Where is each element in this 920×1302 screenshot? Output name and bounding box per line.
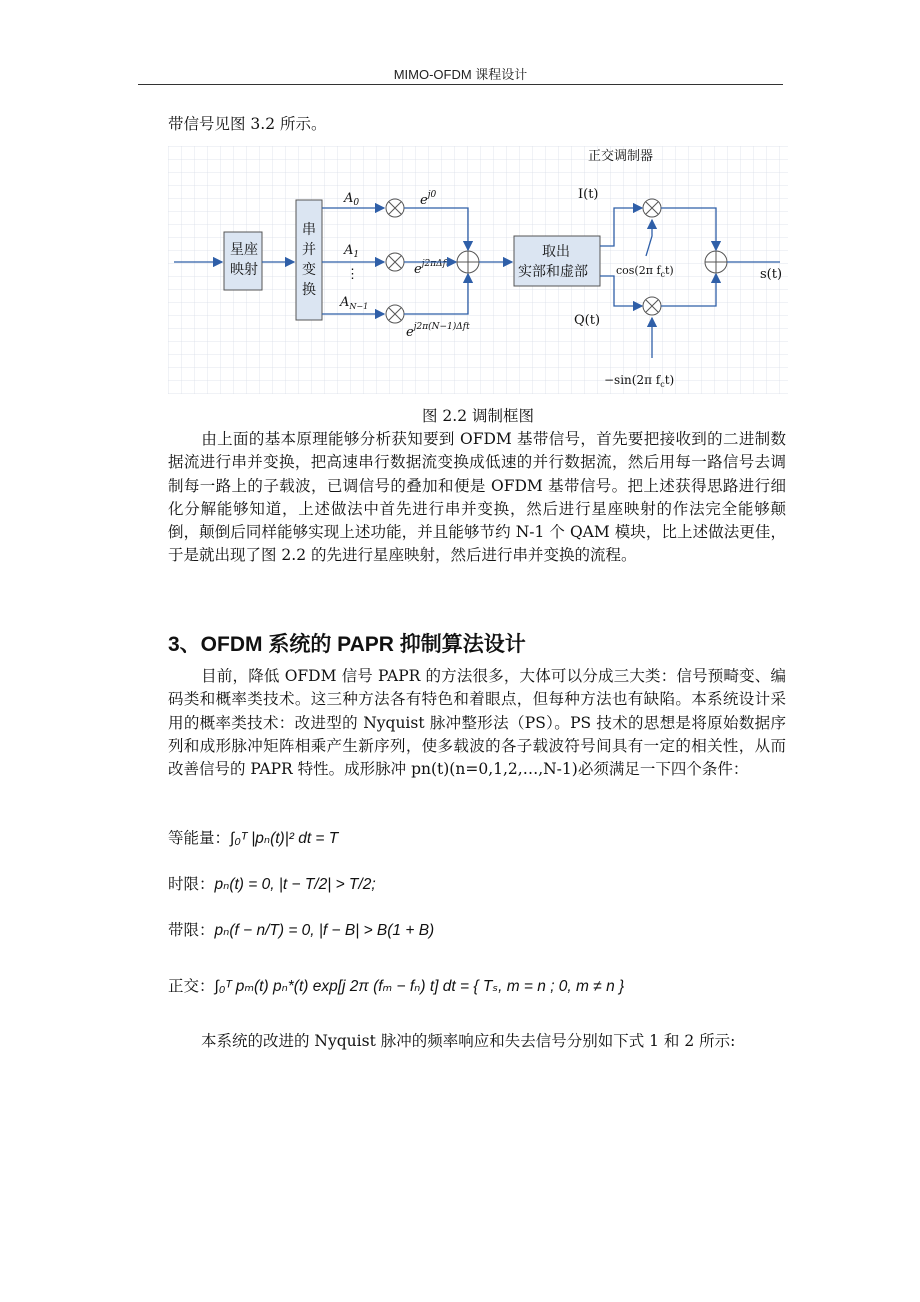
section-title: 3、OFDM 系统的 PAPR 抑制算法设计 <box>168 633 526 656</box>
exp-label-1: $e^{j2\pi\Delta ft}$ <box>414 259 450 277</box>
branch-label-an1: $A_{N-1}$ <box>340 295 369 311</box>
modulation-block-diagram <box>168 146 788 394</box>
svg-text:实部和虚部: 实部和虚部 <box>518 264 588 280</box>
page-header: MIMO-OFDM 课程设计 <box>393 67 528 82</box>
q-label: Q(t) <box>574 313 601 328</box>
sin-label: −sin(2π $f_ct$) <box>604 373 675 389</box>
serial-parallel-box <box>296 200 322 320</box>
output-label: s(t) <box>760 267 783 282</box>
svg-text:变: 变 <box>302 262 316 278</box>
figure-caption: 图 2.2 调制框图 <box>421 407 534 425</box>
paragraph-2: 目前，降低 OFDM 信号 PAPR 的方法很多，大体可以分成三大类：信号预畸变、编码类和概率类技术。这三种方法各有特色和着眼点，但每种方法也有缺陷。本系统设计采用的概率类技术：改进型的 Nyquist 脉冲整形法（PS）。PS 技术的思想是将原始数据序列和成形脉冲矩阵相乘产生新序列，使多载波的各子载波符号间具有一定的相关性，从而改善信号的 PAPR 特性。成形脉冲 pn(t)(n=0,1,2,…,N-1)必须满足一下四个条件： <box>168 667 786 779</box>
branch-label-a1: $A_1$ <box>344 243 360 260</box>
svg-text:换: 换 <box>302 282 316 298</box>
i-label: I(t) <box>578 187 599 202</box>
constellation-mapping-box <box>224 232 262 290</box>
condition-equal-energy: 等能量：∫₀ᵀ |pₙ(t)|² dt = T <box>168 829 339 847</box>
paragraph-3: 本系统的改进的 Nyquist 脉冲的频率响应和失去信号分别如下式 1 和 2 所示: <box>201 1032 736 1050</box>
paragraph-1: 由上面的基本原理能够分析获知要到 OFDM 基带信号，首先要把接收到的二进制数据流进行串并变换，把高速串行数据流变换成低速的并行数据流，然后用每一路信号去调制每一路上的子载波，已调信号的叠加和便是 OFDM 基带信号。把上述获得思路进行细化分解能够知道，上述做法中首先进行串并变换，然后进行星座映射的作法完全能够颠倒，颠倒后同样能够实现上述功能，并且能够节约 N-1 个 QAM 模块，比上述做法更佳，于是就出现了图 2.2 的先进行星座映射，然后进行串并变换的流程。 <box>168 430 786 565</box>
header-rule <box>138 84 783 85</box>
condition-band-limited: 带限：pₙ(f − n/T) = 0, |f − B| > B(1 + B) <box>168 921 435 939</box>
condition-time-limited: 时限：pₙ(t) = 0, |t − T/2| > T/2; <box>168 875 376 893</box>
exp-label-0: $e^{j0}$ <box>420 190 437 208</box>
svg-text:串: 串 <box>302 222 316 238</box>
svg-text:映射: 映射 <box>230 262 258 278</box>
quadrature-modulator-label: 正交调制器 <box>588 149 654 164</box>
condition-orthogonal: 正交：∫₀ᵀ pₘ(t) pₙ*(t) exp[j 2π (fₘ − fₙ) t] dt = { Tₛ, m = n ; 0, m ≠ n } <box>168 977 625 995</box>
branch-ellipsis: ⋮ <box>346 267 359 282</box>
cos-label: cos(2π $f_ct$) <box>616 264 674 279</box>
exp-label-n1: $e^{j2\pi(N-1)\Delta ft}$ <box>406 322 470 340</box>
svg-text:并: 并 <box>302 242 316 258</box>
svg-text:取出: 取出 <box>542 244 570 260</box>
intro-line: 带信号见图 3.2 所示。 <box>168 115 327 133</box>
branch-label-a0: $A_0$ <box>344 191 360 208</box>
svg-text:星座: 星座 <box>230 242 258 258</box>
